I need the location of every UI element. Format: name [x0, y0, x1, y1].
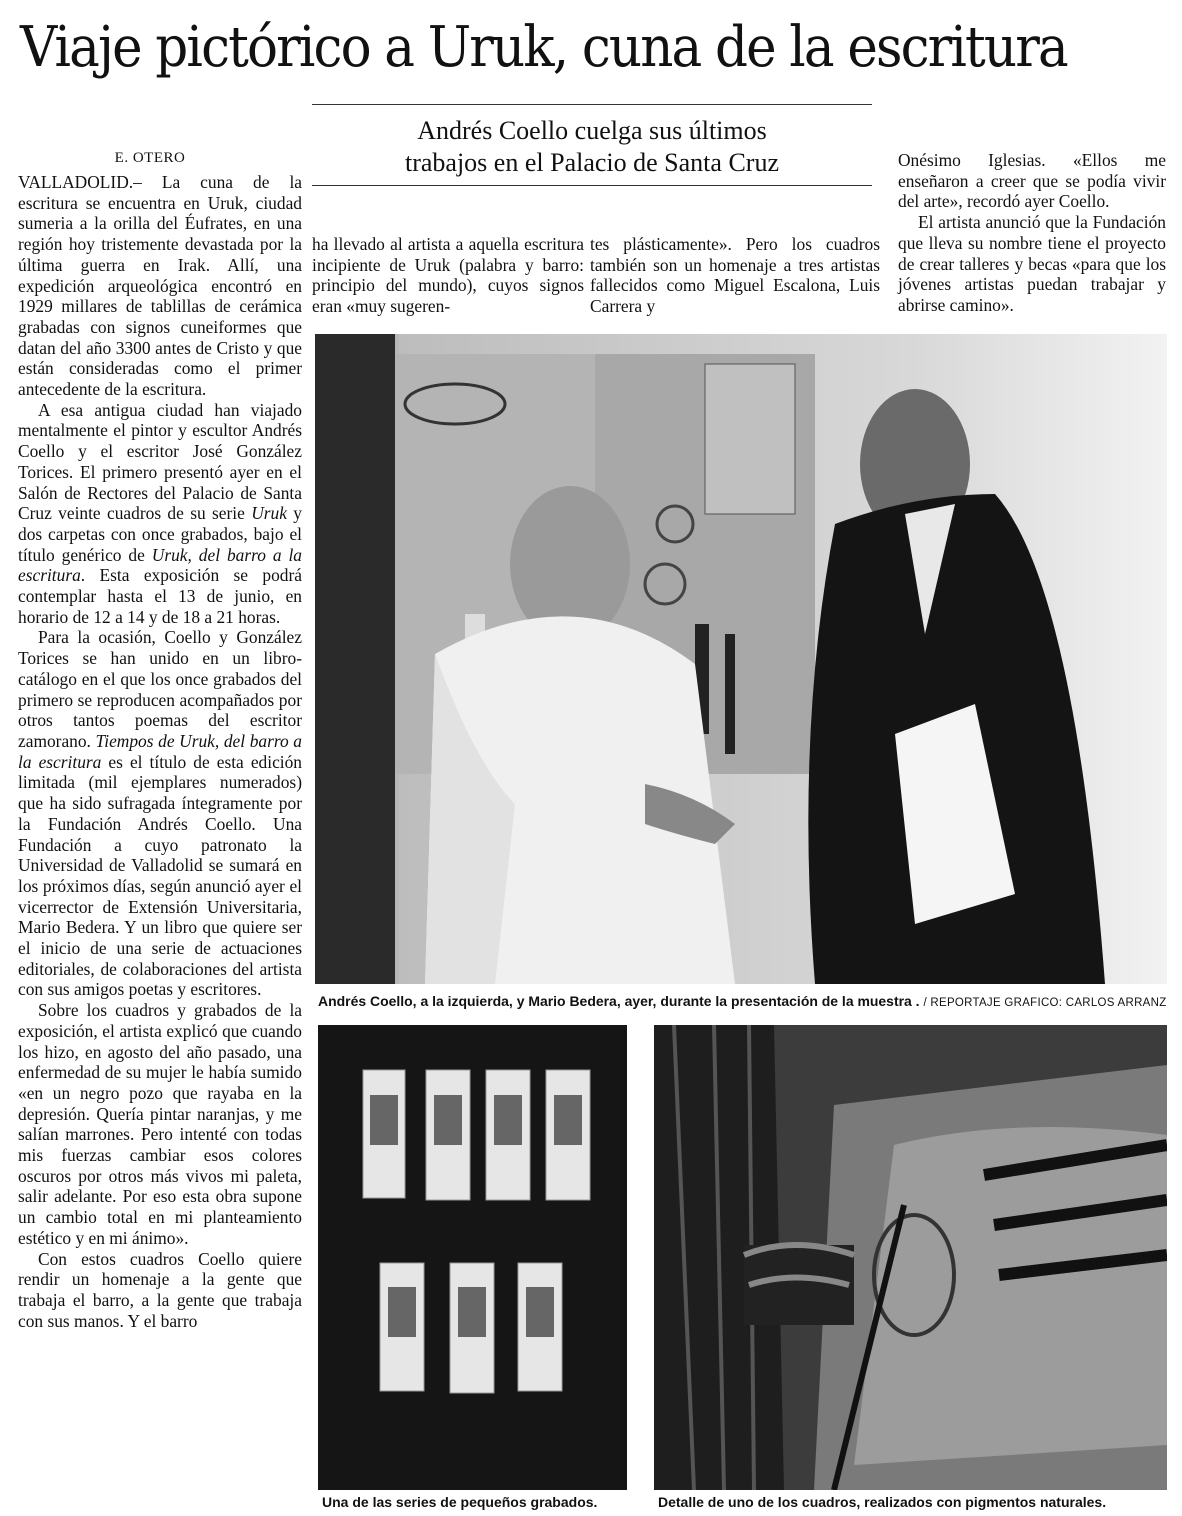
subhead-line-2: trabajos en el Palacio de Santa Cruz	[405, 148, 779, 177]
caption-text: Andrés Coello, a la izquierda, y Mario Bedera, ayer, durante la presentación de la muestra .	[318, 993, 920, 1009]
paragraph: tes plásticamente». Pero los cuadros también son un homenaje a tres artistas fallecidos como Miguel Escalona, Luis Carrera y	[590, 234, 880, 317]
engravings-photo	[318, 1025, 627, 1490]
paragraph: Sobre los cuadros y grabados de la exposición, el artista explicó que cuando los hizo, en agosto del año pasado, una enfermedad de su mujer le había sumido «en un negro pozo que rayaba en la depresión. Quería pintar naranjas, y me salían marrones. Pero intenté con todas mis fuerzas cambiar esos colores oscuros por otros más vivos mi paleta, salir adelante. Por eso esta obra supone un cambio total en mi planteamiento estético y en mi ánimo».	[18, 1000, 302, 1248]
subhead-top-rule	[312, 104, 872, 105]
paragraph: Onésimo Iglesias. «Ellos me enseñaron a creer que se podía vivir del arte», recordó ayer Coello.	[898, 150, 1166, 212]
subheadline	[312, 115, 872, 179]
headline: Viaje pictórico a Uruk, cuna de la escritura	[20, 15, 1067, 80]
article-column-1	[18, 172, 302, 1331]
painting-detail-illustration	[654, 1025, 1167, 1490]
paragraph: El artista anunció que la Fundación que lleva su nombre tiene el proyecto de crear talleres y becas «para que los jóvenes artistas puedan trabajar y abrirse camino».	[898, 212, 1166, 315]
paragraph: A esa antigua ciudad han viajado mentalmente el pintor y escultor Andrés Coello y el escritor José González Torices. El primero presentó ayer en el Salón de Rectores del Palacio de Santa Cruz veinte cuadros de su serie Uruk y dos carpetas con once grabados, bajo el título genérico de Uruk, del barro a la escritura. Esta exposición se podrá contemplar hasta el 13 de junio, en horario de 12 a 14 y de 18 a 21 horas.	[18, 399, 303, 627]
paragraph: ha llevado al artista a aquella escritura incipiente de Uruk (palabra y barro: principio del mundo), cuyos signos eran «muy sugeren-	[312, 234, 584, 317]
engravings-caption: Una de las series de pequeños grabados.	[322, 1494, 598, 1510]
subhead-line-1: Andrés Coello cuelga sus últimos	[417, 116, 767, 145]
painting-detail-caption: Detalle de uno de los cuadros, realizados con pigmentos naturales.	[658, 1494, 1107, 1510]
byline: E. OTERO	[114, 150, 186, 166]
engravings-photo-illustration	[318, 1025, 627, 1490]
main-photo-caption	[318, 992, 1167, 1012]
article-column-3	[590, 234, 880, 317]
painting-detail-photo	[654, 1025, 1167, 1490]
article-column-2	[312, 234, 584, 317]
subhead-bottom-rule	[312, 185, 872, 186]
paragraph: Para la ocasión, Coello y González Torices se han unido en un libro-catálogo en el que los once grabados del primero se reproducen acompañados por otros tantos poemas del escritor zamorano. Tiempos de Uruk, del barro a la escritura es el título de esta edición limitada (mil ejemplares numerados) que ha sido sufragada íntegramente por la Fundación Andrés Coello. Una Fundación a cuyo patronato la Universidad de Valladolid se sumará en los próximos días, según anunció ayer el vicerrector de Extensión Universitaria, Mario Bedera. Y un libro que quiere ser el inicio de una serie de actuaciones editoriales, de colaboraciones del artista con sus amigos poetas y escritores.	[18, 627, 303, 1000]
article-column-4	[898, 150, 1166, 316]
main-photo	[315, 334, 1167, 984]
paragraph: Con estos cuadros Coello quiere rendir un homenaje a la gente que trabaja el barro, a la gente que trabaja con sus manos. Y el barro	[18, 1248, 302, 1331]
main-photo-illustration	[315, 334, 1167, 984]
photo-credit: / REPORTAJE GRAFICO: CARLOS ARRANZ	[923, 997, 1167, 1009]
paragraph: VALLADOLID.– La cuna de la escritura se encuentra en Uruk, ciudad sumeria a la orilla del Éufrates, en una región hoy tristemente devastada por la última guerra en Irak. Allí, una expedición arqueológica encontró en 1929 millares de tablillas de cerámica grabadas con signos cuneiformes que datan del año 3300 antes de Cristo y que están consideradas como el primer antecedente de la escritura.	[18, 172, 302, 400]
